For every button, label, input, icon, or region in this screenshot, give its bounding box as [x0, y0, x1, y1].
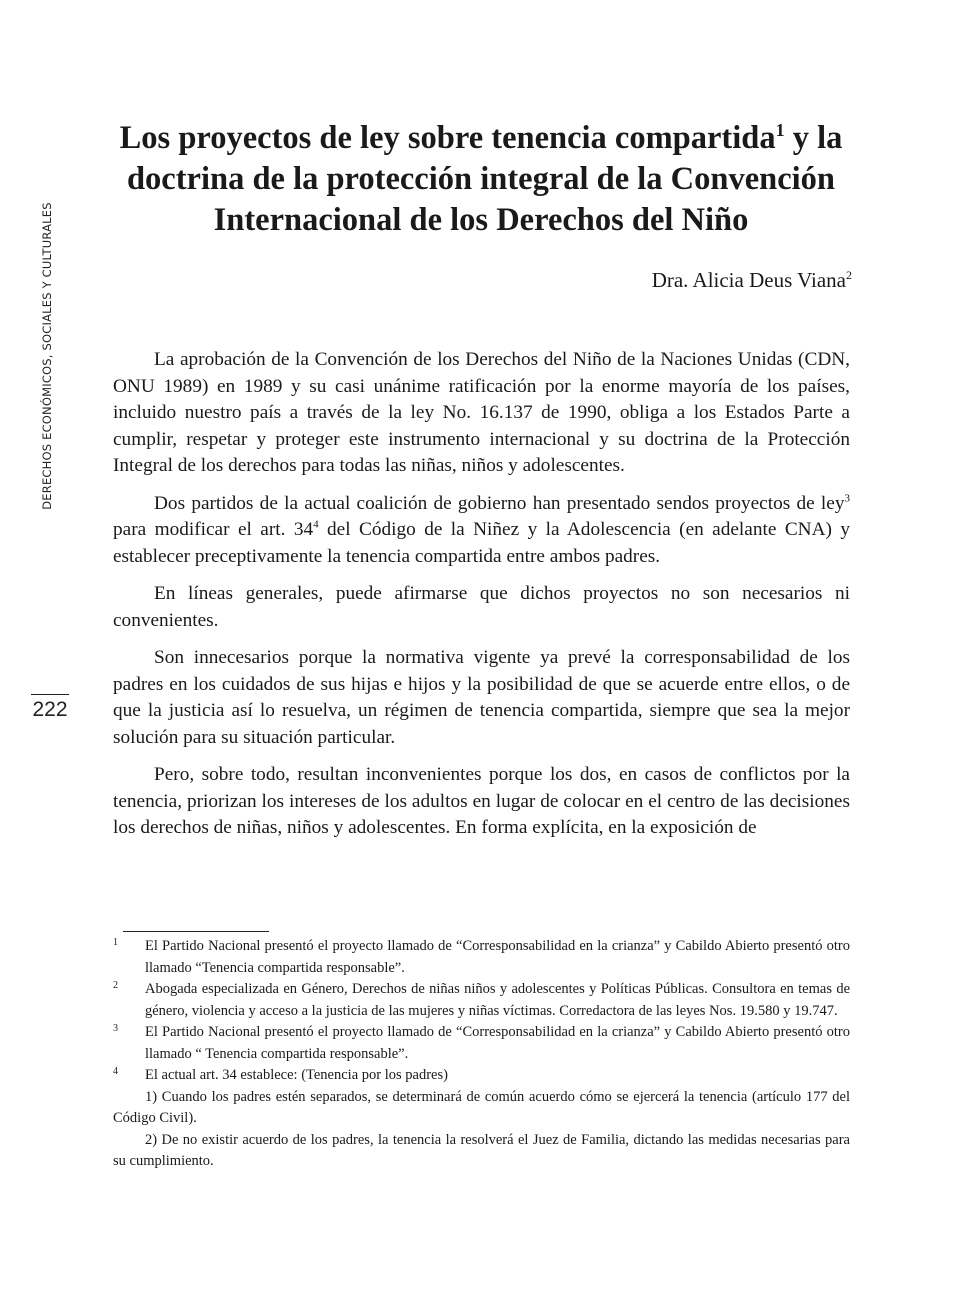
footnote-4-item-1: 1) Cuando los padres estén separados, se determinará de común acuerdo cómo se ejercerá la tenencia (artículo 177 del Código Civil). [113, 1088, 850, 1126]
body-paragraph-2-text-c: del Código de la Niñez y la Adolescencia (en adelante CNA) y establecer preceptivamente la tenencia compartida entre ambos padres. [113, 519, 850, 567]
footnote-number: 1 [113, 937, 118, 948]
footnote-text [113, 1022, 850, 1065]
footnote-2-text: Abogada especializada en Género, Derechos de niñas niños y adolescentes y Políticas Públicas. Consultora en temas de género, violencia y acceso a la justicia de las mujeres y niñas víctimas. Corredactora de las leyes Nos. 19.580 y 19.747. [145, 981, 850, 1019]
footnote-text [113, 936, 850, 979]
footnote-ref-4[interactable]: 4 [313, 518, 319, 531]
footnote-text [113, 979, 850, 1022]
footnote-number: 3 [113, 1023, 118, 1034]
footnote-separator [123, 931, 269, 932]
footnote-3-text: El Partido Nacional presentó el proyecto llamado de “Corresponsabilidad en la crianza” y Cabildo Abierto presentó otro llamado “ Tenencia compartida responsable”. [145, 1024, 850, 1062]
title-footnote-ref[interactable]: 1 [775, 120, 785, 140]
author-name: Dra. Alicia Deus Viana [651, 268, 846, 292]
author-footnote-ref[interactable]: 2 [846, 268, 852, 282]
body-paragraph-5: Pero, sobre todo, resultan inconvenientes porque los dos, en casos de conflictos por la tenencia, priorizan los intereses de los adultos en lugar de colocar en el centro de las decisiones los derechos de niñas, niños y adolescentes. En forma explícita, en la exposición de [113, 764, 850, 838]
title-text-part2: y la doctrina de la protección integral de la Convención Internacional de los Derechos del Niño [126, 119, 843, 238]
author-line [652, 268, 852, 293]
footnote-4-text: El actual art. 34 establece: (Tenencia por los padres) [145, 1067, 448, 1083]
page-number: 222 [32, 698, 68, 721]
footnote-4-item-2: 2) De no existir acuerdo de los padres, la tenencia la resolverá el Juez de Familia, dictando las medidas necesarias para su cumplimiento. [113, 1131, 850, 1169]
article-title [112, 110, 850, 241]
footnote-1 [113, 936, 850, 979]
footnote-ref-3[interactable]: 3 [844, 492, 850, 505]
body-paragraph-1: La aprobación de la Convención de los Derechos del Niño de la Naciones Unidas (CDN, ONU 1989) en 1989 y su casi unánime ratificación por la enorme mayoría de los países, incluido nuestro país a través de la ley No. 16.137 de 1990, obliga a los Estados Parte a cumplir, respetar y proteger este instrumento internacional y su doctrina de la Protección Integral de los derechos para todas las niñas, niños y adolescentes. [113, 349, 850, 476]
body-paragraph-2 [113, 491, 850, 571]
footnotes [113, 936, 850, 1173]
footnote-1-text: El Partido Nacional presentó el proyecto llamado de “Corresponsabilidad en la crianza” y Cabildo Abierto presentó otro llamado “Tenencia compartida responsable”. [145, 938, 850, 976]
footnote-text [113, 1065, 850, 1087]
running-section-title: DERECHOS ECONÓMICOS, SOCIALES Y CULTURALES [40, 202, 54, 510]
body-paragraph-2-text-b: para modificar el art. 34 [113, 519, 314, 540]
footnote-3 [113, 1022, 850, 1065]
article-body [113, 347, 850, 853]
footnote-2 [113, 979, 850, 1022]
footnote-4 [113, 1065, 850, 1087]
body-paragraph-2-text-a: Dos partidos de la actual coalición de gobierno han presentado sendos proyectos de ley [154, 492, 845, 514]
title-text-part1: Los proyectos de ley sobre tenencia compartida [119, 119, 776, 156]
page-number-rule [31, 694, 69, 695]
footnote-number: 4 [113, 1066, 118, 1077]
body-paragraph-4: Son innecesarios porque la normativa vigente ya prevé la corresponsabilidad de los padres en los cuidados de sus hijas e hijos y la posibilidad de que se acuerde entre ellos, o de que la justicia así lo resuelva, un régimen de tenencia compartida, siempre que sea la mejor solución para su situación particular. [113, 647, 850, 748]
footnote-number: 2 [113, 980, 118, 991]
body-paragraph-3: En líneas generales, puede afirmarse que dichos proyectos no son necesarios ni convenientes. [113, 583, 850, 631]
